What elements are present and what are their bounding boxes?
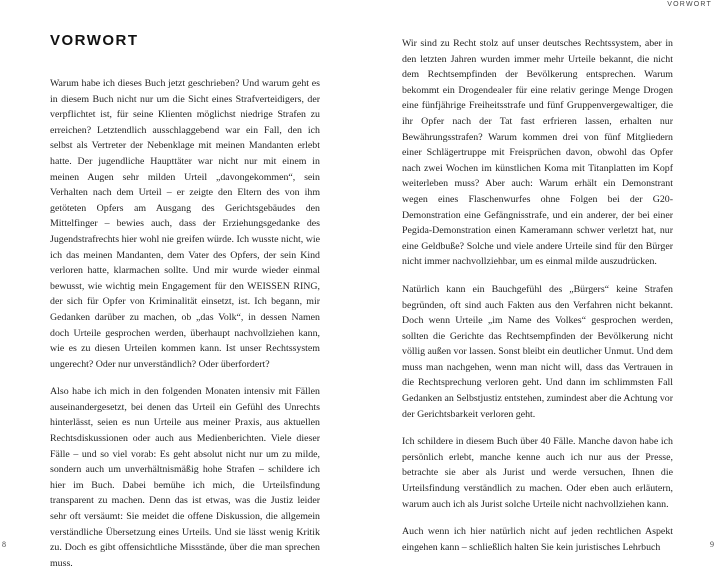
right-page-body: [402, 36, 673, 567]
paragraph: Natürlich kann ein Bauchgefühl des „Bürgers“ keine Strafen begründen, oft sind auch Fakten aus den Verfahren nicht bekannt. Doch wenn Urteile „im Name des Volkes“ gesprochen werden, sollten die Gerichte das Rechtsempfinden der Bevölkerung nicht völlig außen vor lassen. Sonst bleibt ein deutlicher Unmut. Und dem muss man nachgehen, wenn man nicht will, dass das Vertrauen in die Rechtsprechung verloren geht. Und dann im schlimmsten Fall Gedanken an Selbstjustiz entstehen, zumindest aber die Achtung vor der Gerichtsbarkeit verloren geht.: [402, 283, 673, 420]
paragraph: Wir sind zu Recht stolz auf unser deutsches Rechtssystem, aber in den letzten Jahren wurden immer mehr Urteile bekannt, die nicht dem Rechtsempfinden der Bevölkerung entsprechen. Warum bekommt ein Drogendealer für eine relativ geringe Menge Drogen eine fünfjährige Freiheitsstrafe und fünf Gruppenvergewaltiger, die ihr Opfer nach der Tat fast erfrieren lassen, erhalten nur Bewährungsstrafen? Warum kommen drei von fünf Mitgliedern einer Schlägertruppe mit Freisprüchen davon, obwohl das Opfer nach zwei Wochen im künstlichen Koma mit Titanplatten im Kopf weiterleben muss? Aber auch: Warum erhält ein Demonstrant wegen eines Flaschenwurfes ohne Folgen bei der G20-Demonstration eine Gefängnisstrafe, und ein anderer, der bei einer Pegida-Demonstration einen Kameramann schwer verletzt hat, nur eine Geldbuße? Solche und viele andere Urteile sind für den Bürger nicht immer nachvollziehbar, um es einmal milde auszudrücken.: [402, 38, 673, 268]
paragraph: Also habe ich mich in den folgenden Monaten intensiv mit Fällen auseinandergesetzt, bei denen das Urteil ein Gefühl des Unrechts hinterlässt, seien es nun Urteile aus meiner Praxis, aus aktuellen Rechtsdiskussionen oder auch aus Medienberichten. Viele dieser Fälle – und so viel vorab: Es geht absolut nicht nur um zu milde, sondern auch um unverhältnismäßig hohe Strafen – schildere ich hier im Buch. Dabei bemühe ich mich, die Urteilsfindung transparent zu machen. Denn das ist etwas, was die Justiz leider sehr oft versäumt: Sie meidet die offene Diskussion, die allgemein verständliche Übersetzung eines Urteils. Und sie lässt wenig Kritik zu. Doch es gibt offensichtliche Missstände, über die man sprechen muss.: [50, 386, 320, 569]
paragraph: Auch wenn ich hier natürlich nicht auf jeden rechtlichen Aspekt eingehen kann – schließlich halten Sie kein juristisches Lehrbuch: [402, 526, 673, 553]
paragraph: Warum habe ich dieses Buch jetzt geschrieben? Und warum geht es in diesem Buch nicht nur um die Sicht eines Strafverteidigers, der verpflichtet ist, für seine Klienten möglichst niedrige Strafen zu erreichen? Letztendlich ausschlaggebend war ein Fall, den ich selbst als Vertreter der Nebenklage mit meinen Mandanten erlebt hatte. Der jugendliche Haupttäter war nicht nur mit einem in meinen Augen sehr milden Urteil „davongekommen“, sein Verhalten nach dem Urteil – er zeigte den Eltern des von ihm getöteten Opfers am Ausgang des Gerichtsgebäudes den Mittelfinger – bewies auch, dass der Erziehungsgedanke des Jugendstrafrechts hier wohl nie greifen würde. Ich wusste nicht, wie ich das meinen Mandanten, dem Vater des Opfers, der sein Kind verloren hatte, klarmachen sollte. Und mir wurde wieder einmal bewusst, wie wichtig mein Engagement für den WEISSEN RING, der sich für Opfer von Kriminalität einsetzt, ist. Ich begann, mir Gedanken darüber zu machen, ob „das Volk“, in dessen Namen doch Urteile gesprochen werden, überhaupt nachvollziehen kann, wie es zu diesen Urteilen kommen kann. Ist unser Rechtssystem ungerecht? Oder nur unverständlich? Oder überfordert?: [50, 78, 320, 370]
page-number-right: 9: [710, 540, 714, 549]
running-header: VORWORT: [667, 1, 712, 8]
page-number-left: 8: [2, 540, 6, 549]
left-page-body: [50, 76, 320, 583]
paragraph: Ich schildere in diesem Buch über 40 Fälle. Manche davon habe ich persönlich erlebt, manche kenne auch ich nur aus der Presse, betrachte sie aber als Jurist und werde versuchen, Ihnen die Urteilsfindung verständlich zu machen. Oder eben auch erläutern, warum auch ich als Jurist solche Urteile nicht nachvollziehen kann.: [402, 436, 673, 510]
chapter-title: VORWORT: [50, 32, 139, 49]
